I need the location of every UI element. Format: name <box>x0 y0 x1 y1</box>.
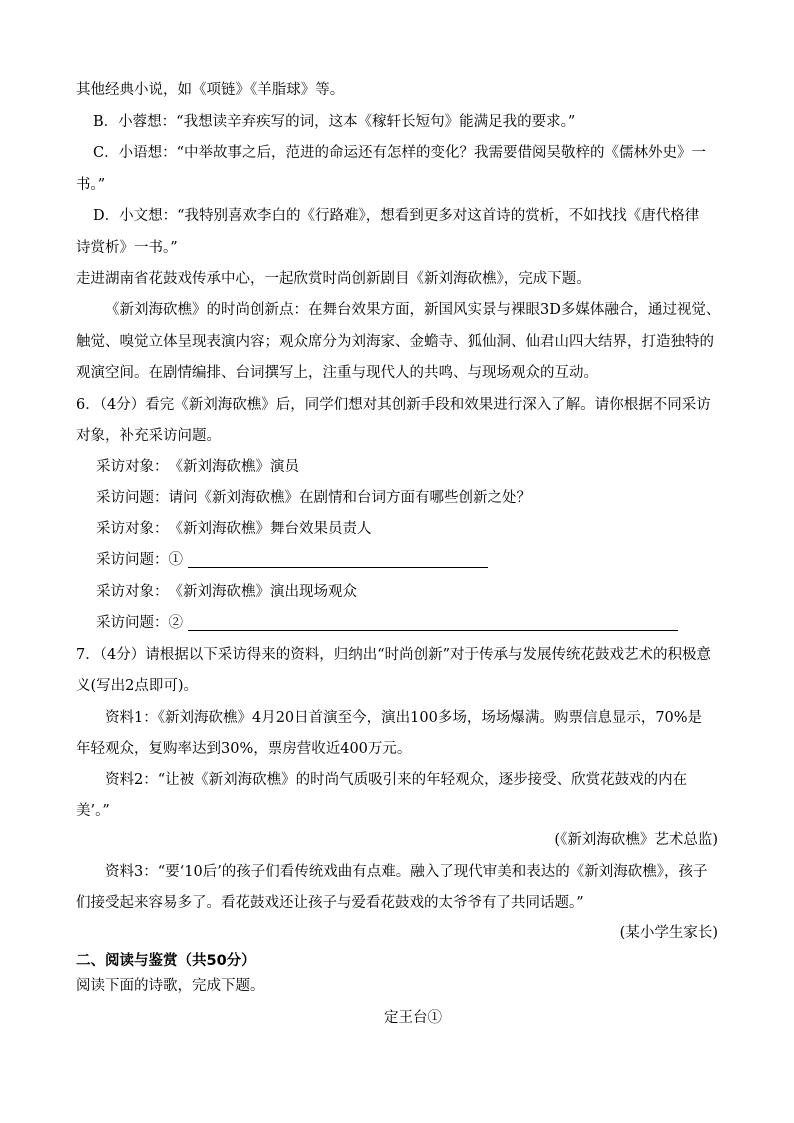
interview-target-1: 采访对象： 《新刘海砍樵》演员 <box>96 459 299 475</box>
poem-title: 定王台① <box>384 1010 442 1026</box>
intro-continuation: 其他经典小说，如《项链》《羊脂球》等。 <box>76 82 345 98</box>
answer-blank-1[interactable] <box>188 567 488 568</box>
option-b: B．小蓉想：“我想读辛弃疾写的词，这本《稼轩长短句》能满足我的要求。” <box>93 114 576 130</box>
option-d-line2: 诗赏析》一书。” <box>76 240 178 256</box>
question-6-line2: 对象，补充采访问题。 <box>76 428 221 444</box>
section-2-heading: 二、阅读与鉴赏（共50分） <box>76 953 256 969</box>
material-3-source: (某小学生家长) <box>619 925 718 941</box>
option-c-line2: 书。” <box>76 177 106 193</box>
material-2-line2: 美’。” <box>76 803 110 819</box>
material-3-line1: 资料3：“要‘10后’的孩子们看传统戏曲有点难。融入了现代审美和表达的《新刘海砍樵》，孩子 <box>105 864 708 880</box>
answer-blank-2[interactable] <box>188 630 678 631</box>
interview-target-3: 采访对象： 《新刘海砍樵》演出现场观众 <box>96 584 357 600</box>
context-paragraph-line3: 观演空间。在剧情编排、台词撰写上，注重与现代人的共鸣、与现场观众的互动。 <box>76 365 598 381</box>
interview-question-3: 采访问题：② <box>96 615 183 631</box>
interview-question-2: 采访问题：① <box>96 552 183 568</box>
section-2-instruction: 阅读下面的诗歌，完成下题。 <box>76 978 265 994</box>
question-6-line1: 6．（4分）看完《新刘海砍樵》后，同学们想对其创新手段和效果进行深入了解。请你根据不同采访 <box>76 397 711 413</box>
context-intro: 走进湖南省花鼓戏传承中心，一起欣赏时尚创新剧目《新刘海砍樵》，完成下题。 <box>76 271 591 287</box>
option-d-line1: D．小文想：“我特别喜欢李白的《行路难》，想看到更多对这首诗的赏析，不如找找《唐代格律 <box>93 208 700 224</box>
interview-question-1: 采访问题：请问《新刘海砍樵》在剧情和台词方面有哪些创新之处？ <box>96 490 531 506</box>
question-7-line1: 7．（4分）请根据以下采访得来的资料，归纳出“时尚创新”对于传承与发展传统花鼓戏艺术的积极意 <box>76 647 712 663</box>
material-2-source: (《新刘海砍樵》艺术总监) <box>554 832 718 848</box>
context-paragraph-line2: 触觉、嗅觉立体呈现表演内容；观众席分为刘海家、金蟾寺、狐仙洞、仙君山四大结界，打造独特的 <box>76 334 714 350</box>
option-c-line1: C．小语想：“中举故事之后，范进的命运还有怎样的变化？我需要借阅吴敬梓的《儒林外史》一 <box>93 145 707 161</box>
context-paragraph-line1: 《新刘海砍樵》的时尚创新点：在舞台效果方面，新国风实景与裸眼3D多媒体融合，通过视觉、 <box>105 302 721 318</box>
material-1-line2: 年轻观众，复购率达到30%，票房营收近400万元。 <box>76 741 412 757</box>
material-2-line1: 资料2：“让被《新刘海砍樵》的时尚气质吸引来的年轻观众，逐步接受、欣赏花鼓戏的内在 <box>105 772 688 788</box>
question-7-line2: 义(写出2点即可)。 <box>76 678 199 694</box>
interview-target-2: 采访对象： 《新刘海砍樵》舞台效果员责人 <box>96 521 372 537</box>
material-3-line2: 们接受起来容易多了。看花鼓戏还让孩子与爱看花鼓戏的太爷爷有了共同话题。” <box>76 895 584 911</box>
material-1-line1: 资料1：《新刘海砍樵》4月20日首演至今，演出100多场，场场爆满。购票信息显示，70%是 <box>105 710 703 726</box>
